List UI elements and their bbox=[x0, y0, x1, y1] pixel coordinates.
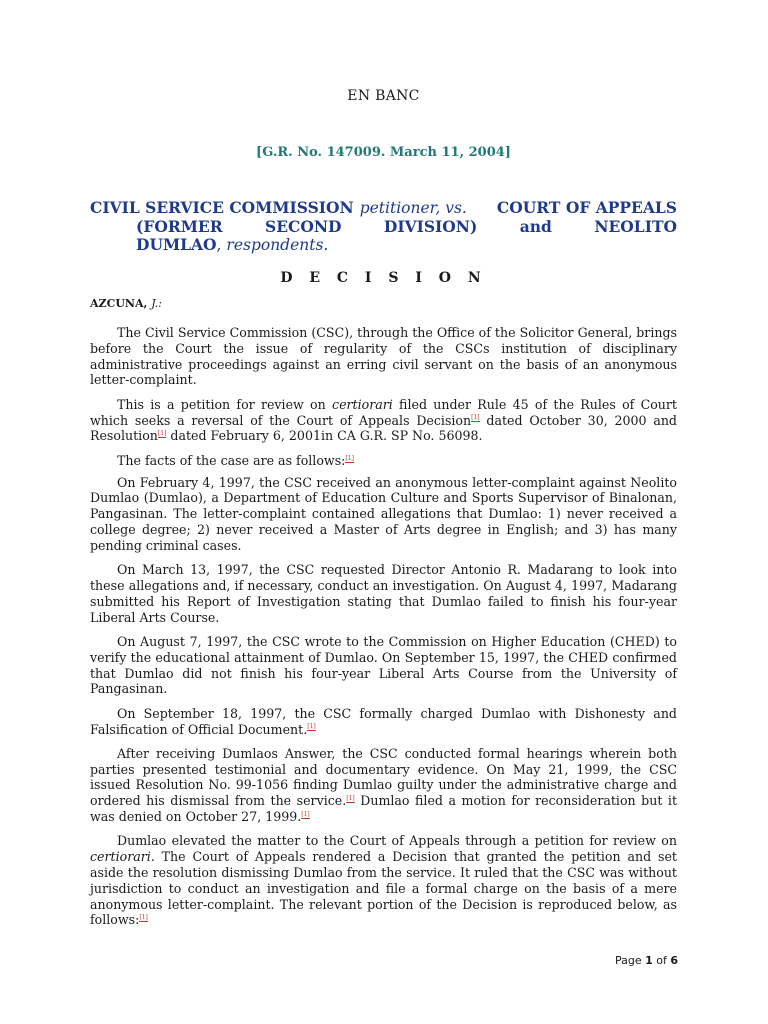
paragraph-2: This is a petition for review on certiorari filed under Rule 45 of the Rules of Court which seeks a reversal of the Court of Appeals Decision[1] dated October 30, 2000 and Resolution[1] dated February 6, 2001in CA G.R. SP No. 56098. bbox=[90, 396, 677, 444]
title-line-1 bbox=[90, 199, 467, 218]
respondent-1-word-2: SECOND bbox=[265, 216, 342, 236]
title-and: and bbox=[519, 216, 552, 236]
ponente-title: J.: bbox=[151, 297, 162, 310]
page-number: 1 bbox=[645, 954, 653, 967]
page-total: 6 bbox=[670, 954, 679, 967]
decision-body bbox=[90, 325, 677, 937]
page-footer bbox=[615, 954, 678, 967]
case-title: CIVIL SERVICE COMMISSION petitioner, vs. COURT OF APPEALS (FORMER SECOND DIVISION) and NEOLITO DUMLAO , respondents. bbox=[90, 198, 677, 254]
footnote-link[interactable]: [1] bbox=[346, 795, 355, 803]
paragraph-8: After receiving Dumlaos Answer, the CSC conducted formal hearings wherein both parties presented testimonial and documentary evidence. On May 21, 1999, the CSC issued Resolution No. 99-1056 finding Dumlao guilty under the administrative charge and ordered his dismissal from the service.[1] Dumlao filed a motion for reconsideration but it was denied on October 27, 1999.[1] bbox=[90, 745, 678, 825]
paragraph-6: On August 7, 1997, the CSC wrote to the Commission on Higher Education (CHED) to verify the educational attainment of Dumlao. On September 15, 1997, the CHED confirmed that Dumlao did not finish his four-year Liberal Arts Course from the University of Pangasinan. bbox=[90, 633, 677, 697]
page-label: Page bbox=[615, 954, 642, 967]
page-of-label: of bbox=[656, 954, 667, 967]
paragraph-3: The facts of the case are as follows:[1] bbox=[117, 452, 354, 468]
respondent-1-word-1: (FORMER bbox=[136, 216, 223, 236]
ponente bbox=[90, 297, 162, 310]
petitioner-name: CIVIL SERVICE COMMISSION bbox=[90, 198, 354, 217]
respondent-2-first-name: NEOLITO bbox=[594, 216, 677, 236]
petitioner-role: petitioner, vs. bbox=[359, 199, 467, 217]
footnote-link[interactable]: [1] bbox=[301, 810, 310, 818]
respondent-1-name: COURT OF APPEALS bbox=[496, 198, 677, 217]
paragraph-4: On February 4, 1997, the CSC received an anonymous letter-complaint against Neolito Dumlao (Dumlao), a Department of Education Culture and Sports Supervisor of Binalonan, Pangasinan. The letter-complaint contained allegations that Dumlao: 1) never received a college degree; 2) never received a Master of Arts degree in English; and 3) has many pending criminal cases. bbox=[90, 474, 677, 553]
respondent-role: respondents. bbox=[226, 236, 329, 254]
paragraph-7: On September 18, 1997, the CSC formally charged Dumlao with Dishonesty and Falsification of Official Document.[1] bbox=[90, 705, 677, 737]
paragraph-9: Dumlao elevated the matter to the Court of Appeals through a petition for review on certiorari. The Court of Appeals rendered a Decision that granted the petition and set aside the resolution dismissing Dumlao from the service. It ruled that the CSC was without jurisdiction to conduct an investigation and file a formal charge on the basis of a mere anonymous letter-complaint. The relevant portion of the Decision is reproduced below, as follows:[1] bbox=[90, 833, 677, 928]
case-number: [G.R. No. 147009. March 11, 2004] bbox=[256, 145, 511, 160]
respondent-1-word-3: DIVISION) bbox=[383, 216, 478, 236]
paragraph-1: The Civil Service Commission (CSC), through the Office of the Solicitor General, brings before the Court the issue of regularity of the CSCs institution of disciplinary administrative proceedings against an erring civil servant on the basis of an anonymous letter-complaint. bbox=[90, 325, 677, 388]
footnote-link[interactable]: [1] bbox=[307, 723, 316, 731]
footnote-link[interactable]: [1] bbox=[139, 914, 148, 922]
footnote-link[interactable]: [1] bbox=[471, 414, 480, 422]
footnote-link[interactable]: [1] bbox=[157, 430, 167, 438]
ponente-name: AZCUNA, bbox=[90, 297, 148, 310]
court-division: EN BANC bbox=[347, 88, 420, 104]
footnote-link[interactable]: [1] bbox=[345, 454, 354, 462]
decision-heading: D E C I S I O N bbox=[280, 270, 487, 286]
respondent-2-last-name: DUMLAO bbox=[136, 235, 217, 254]
paragraph-5: On March 13, 1997, the CSC requested Director Antonio R. Madarang to look into these allegations and, if necessary, conduct an investigation. On August 4, 1997, Madarang submitted his Report of Investigation stating that Dumlao failed to finish his four-year Liberal Arts Course. bbox=[90, 562, 677, 625]
